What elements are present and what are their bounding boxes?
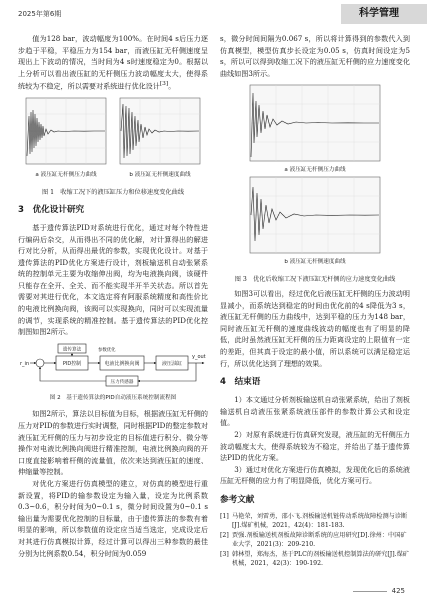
figure-3b-caption: b 液压缸无杆侧速度曲线: [284, 259, 346, 266]
page-number-rule: [353, 591, 387, 592]
figure-1: [18, 96, 208, 197]
svg-text:压力传感器: 压力传感器: [110, 379, 134, 385]
svg-text:PID控制: PID控制: [62, 360, 82, 367]
label-yout: y_out: [192, 353, 206, 360]
section-3-heading: 3 优化设计研究: [18, 204, 85, 215]
figure-2: [18, 343, 208, 407]
figure-1a-caption: a 液压缸无杆侧压力曲线: [35, 172, 97, 179]
figure-3: [220, 83, 410, 284]
citation: [3]: [159, 81, 169, 88]
figure-3a-plot: [250, 85, 380, 161]
svg-text:参数优化: 参数优化: [98, 347, 116, 353]
figure-3-plots: [220, 83, 410, 271]
conclusion-1: 1）本文通过分析剂板输送机自动张紧系统，给出了剂板输送机自动液压张紧系统液压部件的参数计算公式和设定值。: [220, 395, 410, 428]
right-paragraph-1: 如图3可以看出，经过优化后液压缸无杆侧的压力波动明显减小，而系统达到稳定的时间由优化前的4 s降低为3 s，液压缸无杆侧的压力曲线中，达到平稳的压力为148 bar，同时液压缸无杆侧的速度曲线波动的幅度也有了明显的降低，此时虽然液压缸无杆侧的压力距离设定的上限值有一定的差距，但其真于设定的最小值，所以系统可以满足稳定运行，所以优化达到了理想的效果。: [220, 288, 410, 368]
section-3-paragraph-3: 对优化方案进行仿真模型的建立，对仿真的模型进行重新设置，将PID的输参数设定为输入量，设定为比例系数0.3~0.6，积分时间为0~0.1 s，微分时间设置为0~0.1 s输出量为需要优化控制的目标量，由于遗传算法的参数有着明显的影响，所以参数值的设定应当适当选定，完成设定后对其进行仿真模拟计算，经过计算可以得出三种参数的最佳分别为比例系数0.54，积分时间为0.059: [18, 479, 208, 558]
left-column: [18, 33, 208, 559]
section-3-paragraph-2: 如图2所示，算法以目标值为目标，根据液压缸无杆侧的压力对PID的参数进行实时调整，同时根据PID的整定参数对液压缸无杆侧的压力与初步设定的目标值进行积分、微分等操作对电液比例换向阀进行精准控制，电液比例换向阀的开口度直接影响着杆侧的流量值，依次来达到液压缸的速度、伸缩量等控制。: [18, 409, 208, 477]
journal-tag: 科学管理: [341, 4, 427, 24]
figure-2-diagram: [18, 343, 208, 403]
issue-label: 2025年第6期: [18, 10, 62, 18]
svg-text:电液比例换向阀: 电液比例换向阀: [104, 360, 140, 367]
section-3-paragraph-1: 基于遗传算法PID对系统进行优化，通过对每个特性进行编码后杂交，从而得出不同的优化解，对计算得出的解进行对比分析，从而得出最优的参数，实现优化设计。对基于遗传算法的PID优化方案进行设计，剂板输送机自动张紧系统的控制单元主要为收缩伸出阀，均为电液换向阀，该硬件只能存在全开、全关、而不能实现半开半关状态。所以首先需要对其进行优化，本文选定将有阿服系统精度和高性价比的电液比例换向阀，该阀可以实现换向，同时可以实现流量的调节，实现系统的精准控制。基于遗传算法的PID优化控制图如图2所示。: [18, 222, 208, 337]
svg-text:遗传算法: 遗传算法: [62, 347, 82, 353]
reference-item: [3] 韩林望，郑海杰，基于PLC的剂板输送机控制算法的研究[J].煤矿机械，2021，42(3)：190-192.: [220, 550, 409, 567]
figure-1-caption: 图 1 收缩工况下的液压缸压力和位移速度变化曲线: [41, 188, 185, 196]
figure-3a-caption: a 液压缸无杆侧压力曲线: [284, 167, 346, 174]
reference-item: [1] 马艳荣，刘雷勇，邵小飞.剂板输送机链传动系统故障检测与诊断[J].煤矿机械，2021，42(4)：181-183.: [220, 512, 408, 530]
figure-1a-plot: [26, 98, 106, 164]
figure-1b-plot: [120, 98, 200, 164]
section-4-heading: 4 结束语: [220, 377, 261, 388]
conclusion-2: 2）对原有系统进行仿真研究发现，液压缸的无杆侧压力波动幅度太大，使得系统较为不稳定，并给出了基于遗传算法PID的优化方案。: [220, 429, 410, 463]
sum-node: [36, 359, 44, 367]
conclusion-3: 3）通过对优化方案进行仿真模拟，发现优化后的系统液压缸无杆侧的应力有了明显降低，优化方案可行。: [220, 464, 410, 486]
figure-3-caption: 图 3 优化后收缩工况下液压缸无杆侧的应力速度变化曲线: [234, 275, 396, 283]
page-header: [0, 0, 427, 30]
page-number: 425: [391, 587, 405, 595]
right-column: [220, 33, 410, 568]
right-intro-paragraph: s，微分时间间隔为0.067 s，所以将计算得到的参数代入到仿真模型，模型仿真步长设定为0.05 s，仿真时间设定为5 s，所以可以得到收缩工况下的液压缸无杆侧的应力速度变化曲线如图3所示。: [220, 34, 410, 78]
figure-1-plots: [18, 96, 208, 182]
label-rin: r_in: [20, 360, 30, 367]
figure-1b-caption: b 液压缸无杆侧速度曲线: [129, 172, 191, 179]
reference-item: [2] 贾强.剂板输送机剂板故障诊断系统的应用研究[D].徐州：中国矿业大学，2021(3)：209-210.: [220, 531, 407, 549]
figure-2-caption: 图 2 基于遗传算法的PID自动液压系统控制流程图: [49, 394, 177, 401]
references-heading: 参考文献: [220, 494, 255, 505]
svg-text:液压油缸: 液压油缸: [161, 360, 183, 367]
intro-paragraph: 值为128 bar，波动幅度为100%。在时间4 s后压力逐步趋于平稳，平稳压力为154 bar，而液压缸无杆侧速度呈现出上下波动的情况，当时间为4 s时速度稳定为0。根据以上分析可以看出液压缸的无杆侧压力波动幅度太大，使得系统较为不稳定，所以需要对系统进行优化设计[3]。: [18, 34, 208, 91]
figure-3b-plot: [250, 177, 380, 253]
